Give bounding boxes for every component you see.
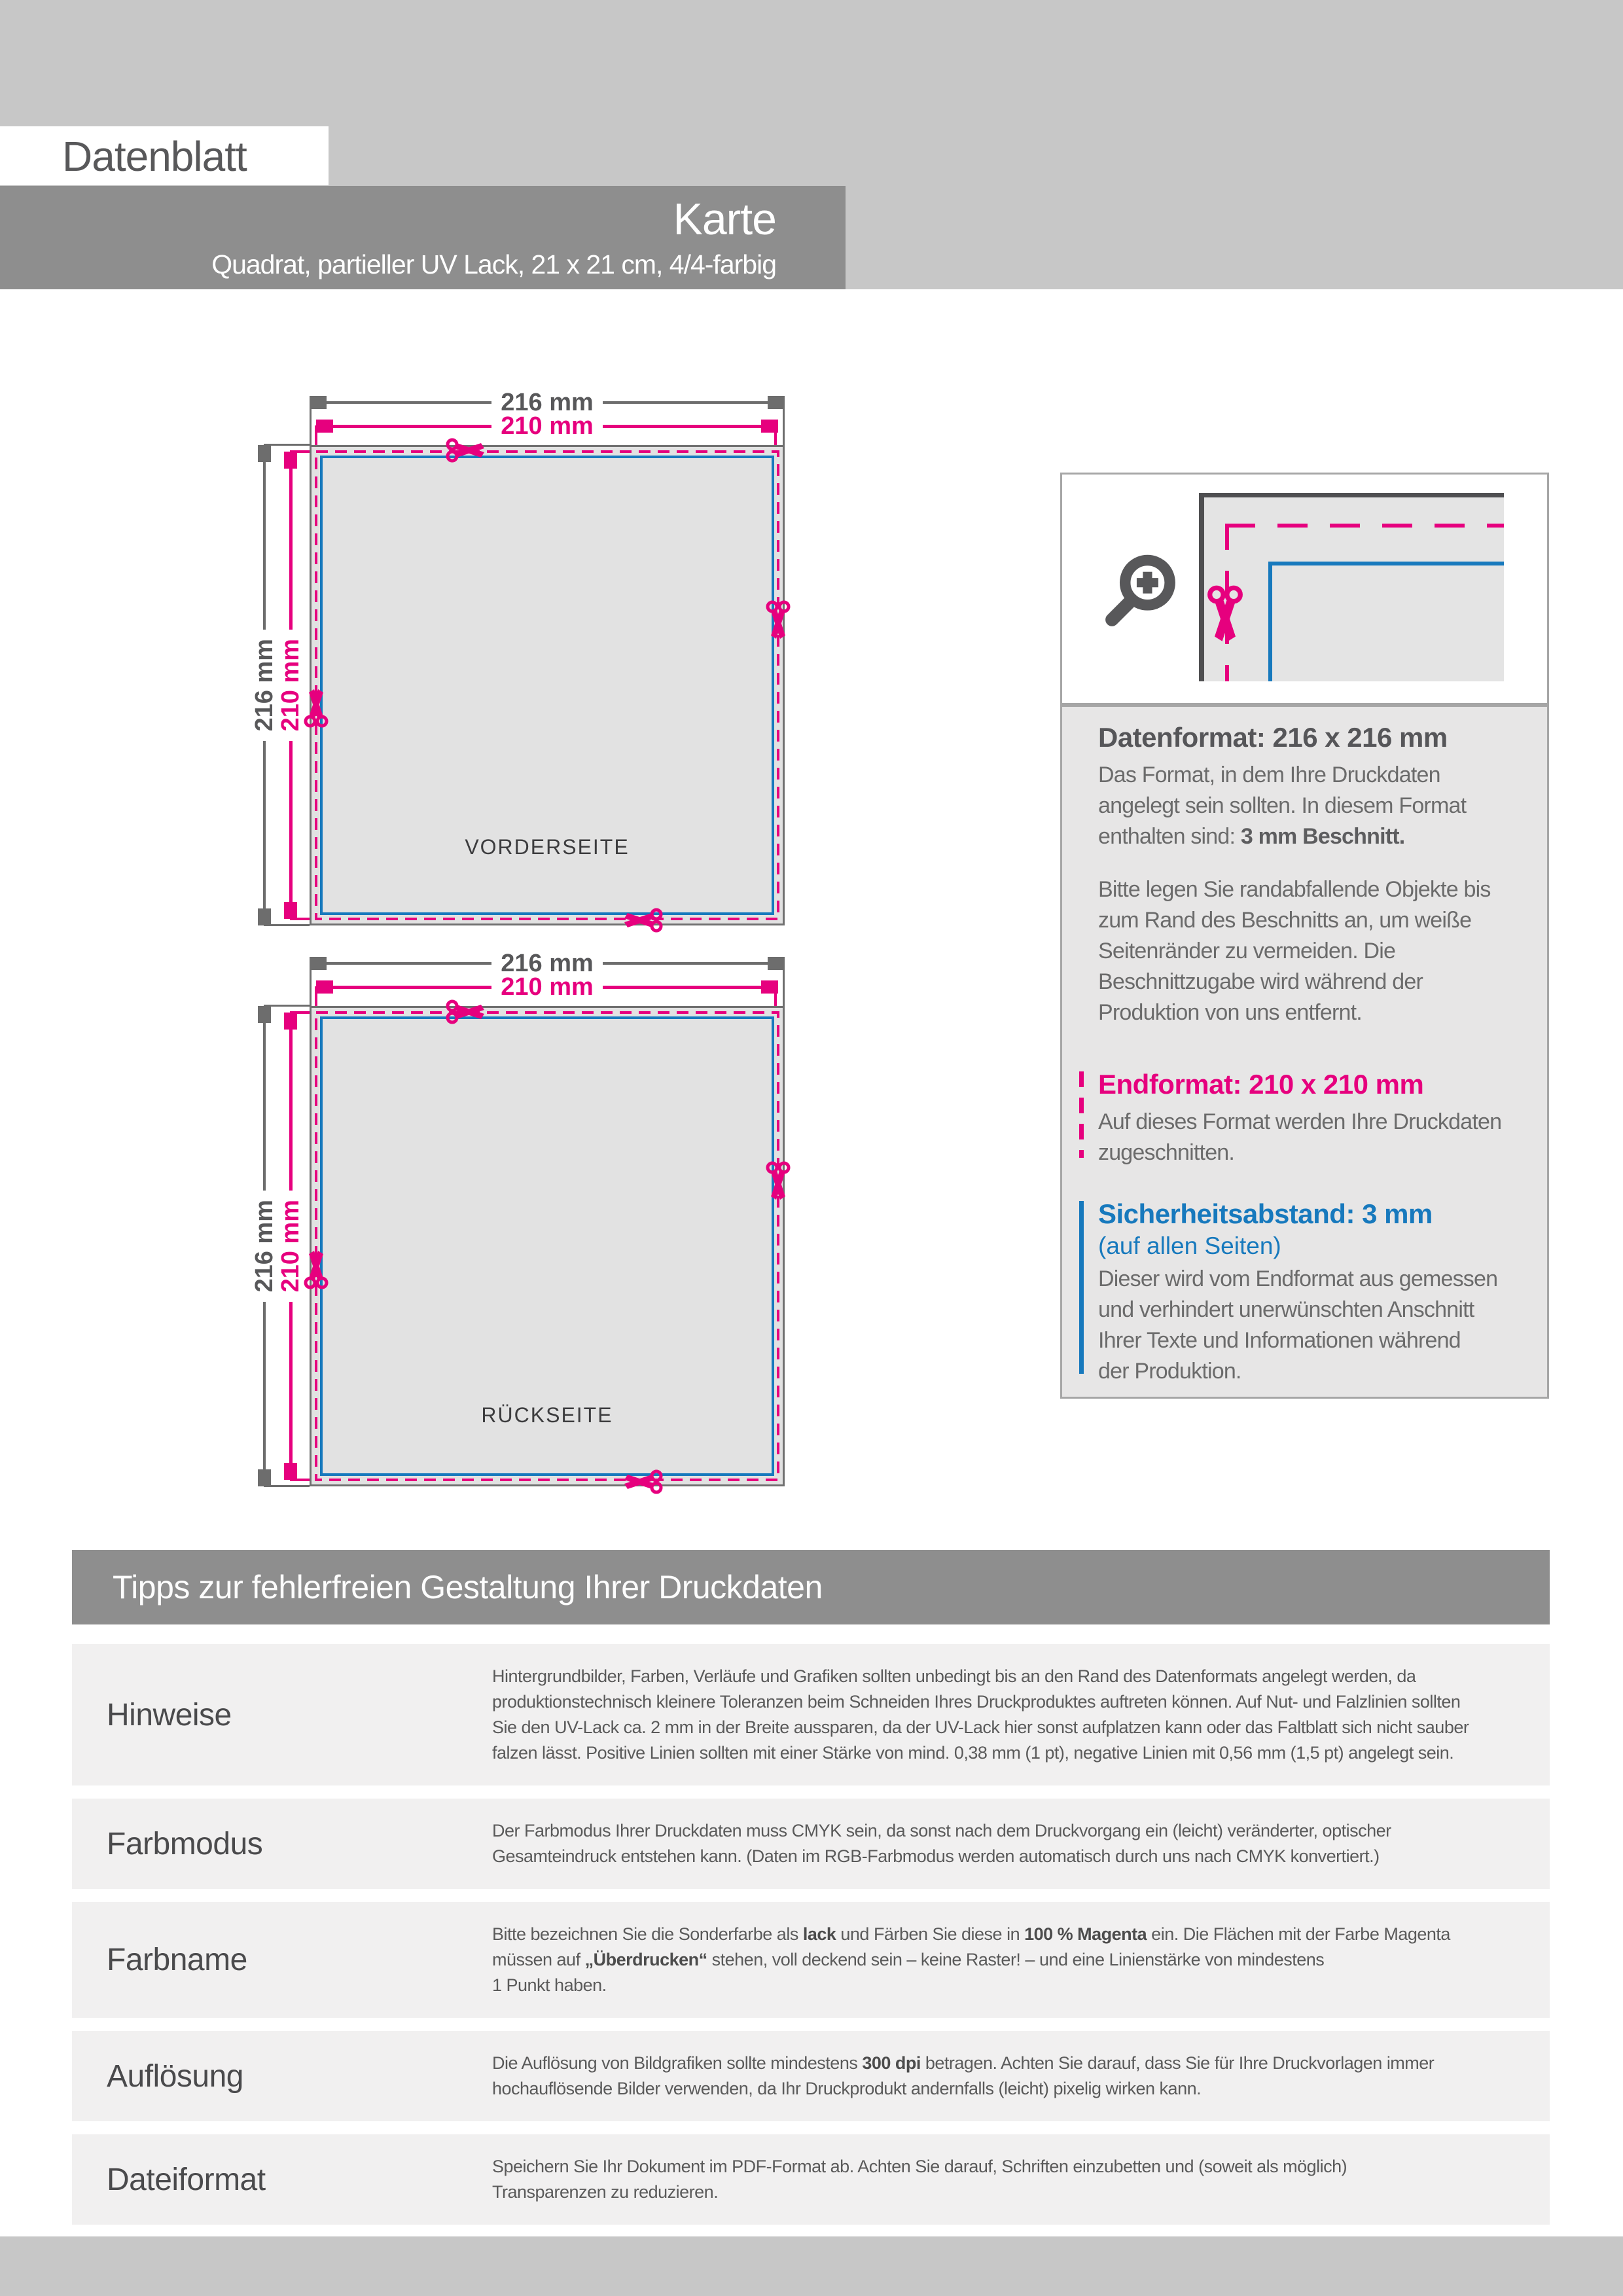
tips-row-label: Farbname <box>107 1943 247 1977</box>
text-line: und verhindert unerwünschten Anschnitt <box>1098 1297 1474 1322</box>
dataformat-edge-line <box>1199 493 1204 681</box>
sicherheitsabstand-heading: Sicherheitsabstand: 3 mm <box>1098 1198 1433 1229</box>
arrowhead-up-icon <box>284 1013 297 1030</box>
arrowhead-up-icon <box>258 445 271 462</box>
trim-height-value: 210 mm <box>276 639 304 732</box>
text-line: Produktion von uns entfernt. <box>1098 1000 1362 1025</box>
footer-band <box>0 2236 1623 2296</box>
tips-row-text <box>492 2145 1550 2214</box>
scissors-icon <box>302 687 330 728</box>
text-line: Der Farbmodus Ihrer Druckdaten muss CMYK sein, da sonst nach dem Druckvorgang ein (leicht) veränderter, optischer <box>492 1821 1391 1840</box>
dimension-trim-width <box>316 412 778 440</box>
datenformat-heading: Datenformat: 216 x 216 mm <box>1098 722 1448 753</box>
dimension-outer-width <box>310 388 785 416</box>
text-line: Bitte bezeichnen Sie die Sonderfarbe als lack und Färben Sie diese in 100 % Magenta ein. Die Flächen mit der Farbe Magenta <box>492 1924 1450 1944</box>
outer-height-value: 216 mm <box>250 1200 278 1293</box>
tips-row-label: Auflösung <box>107 2058 243 2094</box>
tips-row-label: Dateiformat <box>107 2162 266 2197</box>
text-line: Beschnittzugabe wird während der <box>1098 969 1423 994</box>
tips-row-hinweise <box>72 1644 1550 1785</box>
dimension-outer-width <box>310 949 785 977</box>
scissors-icon <box>445 436 487 465</box>
side-label-front: VORDERSEITE <box>465 835 630 859</box>
dimension-trim-height <box>276 452 304 919</box>
diagram-front <box>249 388 798 969</box>
product-subtitle: Quadrat, partieller UV Lack, 21 x 21 cm, 4/4-farbig <box>211 249 776 279</box>
text-line: zugeschnitten. <box>1098 1140 1235 1165</box>
tips-row-label: Hinweise <box>107 1697 232 1732</box>
tips-heading: Tipps zur fehlerfreien Gestaltung Ihrer Druckdaten <box>113 1569 823 1605</box>
text-line: Transparenzen zu reduzieren. <box>492 2182 719 2202</box>
text-line: Auf dieses Format werden Ihre Druckdaten <box>1098 1109 1502 1134</box>
trim-height-value: 210 mm <box>276 1200 304 1293</box>
scissors-icon <box>764 1160 793 1202</box>
tips-row-text <box>492 2041 1550 2111</box>
dimension-trim-width <box>316 973 778 1001</box>
arrowhead-down-icon <box>258 908 271 925</box>
zoom-detail-box <box>1060 473 1549 705</box>
arrowhead-left-icon <box>316 980 333 994</box>
bleed-note-text <box>1098 874 1521 1028</box>
tips-row-farbname <box>72 1902 1550 2018</box>
scissors-icon <box>622 906 664 935</box>
outer-height-value: 216 mm <box>250 639 278 732</box>
dimension-outer-height <box>250 1006 278 1486</box>
arrowhead-down-icon <box>284 1463 297 1480</box>
scissors-icon <box>302 1248 330 1290</box>
doc-type-box <box>0 126 329 185</box>
text-line: der Produktion. <box>1098 1359 1241 1384</box>
diagram-back <box>249 949 798 1530</box>
text-line: Sie den UV-Lack ca. 2 mm in der Breite aussparen, da der UV-Lack hier sonst aufplatzen kann oder das Faltblatt sich nicht sauber <box>492 1717 1469 1737</box>
text-line: Hintergrundbilder, Farben, Verläufe und Grafiken sollten unbedingt bis an den Rand des Datenformats angelegt werden, da <box>492 1666 1416 1686</box>
scissors-icon <box>445 997 487 1026</box>
text-line: falzen lässt. Positive Linien sollten mit einer Stärke von mind. 0,38 mm (1 pt), negative Linien mit 0,56 mm (1,5 pt) angelegt sein. <box>492 1743 1454 1763</box>
text-line: enthalten sind: 3 mm Beschnitt. <box>1098 824 1405 849</box>
arrowhead-left-icon <box>310 957 327 970</box>
tips-rows <box>72 1644 1550 2296</box>
safety-margin-line <box>1268 562 1504 565</box>
text-line: produktionstechnisch kleinere Toleranzen beim Schneiden Ihres Druckproduktes auftreten können. Auf Nut- und Falzlinien sollten <box>492 1692 1461 1712</box>
text-line: Speichern Sie Ihr Dokument im PDF-Format ab. Achten Sie darauf, Schriften einzubetten und (soweit als möglich) <box>492 2157 1347 2176</box>
tips-row-label: Farbmodus <box>107 1826 263 1861</box>
arrowhead-up-icon <box>258 1006 271 1023</box>
arrowhead-down-icon <box>258 1469 271 1486</box>
text-line: zum Rand des Beschnitts an, um weiße <box>1098 908 1472 933</box>
datenformat-text <box>1098 760 1521 852</box>
text-line: müssen auf „Überdrucken“ stehen, voll deckend sein – keine Raster! – und eine Linienstärke von mindestens <box>492 1950 1325 1969</box>
text-line: Die Auflösung von Bildgrafiken sollte mindestens 300 dpi betragen. Achten Sie darauf, dass Sie für Ihre Druckvorlagen immer <box>492 2053 1435 2073</box>
text-line: 1 Punkt haben. <box>492 1975 607 1995</box>
outer-width-value: 216 mm <box>501 388 594 416</box>
text-line: Ihrer Texte und Informationen während <box>1098 1328 1461 1353</box>
endformat-heading: Endformat: 210 x 210 mm <box>1098 1069 1424 1100</box>
product-title: Karte <box>673 194 776 244</box>
endformat-text <box>1098 1107 1521 1168</box>
text-line: Seitenränder zu vermeiden. Die <box>1098 939 1396 963</box>
corner-detail-graphic <box>1199 493 1504 681</box>
text-line: Bitte legen Sie randabfallende Objekte bis <box>1098 877 1491 902</box>
safety-line-legend-mark <box>1079 1201 1084 1374</box>
endformat-section <box>1098 1069 1521 1168</box>
dimension-trim-height <box>276 1013 304 1480</box>
tips-row-text <box>492 1912 1550 2007</box>
dimension-outer-height <box>250 445 278 925</box>
tips-row-text <box>492 1809 1550 1878</box>
cut-line-legend-mark <box>1079 1071 1084 1158</box>
scissors-icon <box>764 600 793 641</box>
text-line: Dieser wird vom Endformat aus gemessen <box>1098 1266 1498 1291</box>
tips-row-farbmodus <box>72 1799 1550 1889</box>
text-line: angelegt sein sollten. In diesem Format <box>1098 793 1467 818</box>
sicherheitsabstand-text <box>1098 1264 1521 1387</box>
arrowhead-up-icon <box>284 452 297 469</box>
cut-line <box>1225 524 1504 528</box>
doc-type-label: Datenblatt <box>62 133 247 180</box>
arrowhead-left-icon <box>316 420 333 433</box>
tips-row-aufl-sung <box>72 2031 1550 2121</box>
product-banner <box>0 186 846 289</box>
arrowhead-down-icon <box>284 902 297 919</box>
dataformat-edge-line <box>1199 493 1504 497</box>
text-line: Gesamteindruck entstehen kann. (Daten im RGB-Farbmodus werden automatisch durch uns nach CMYK konvertiert.) <box>492 1846 1380 1866</box>
tips-row-text <box>492 1655 1550 1775</box>
outer-width-value: 216 mm <box>501 949 594 977</box>
trim-width-value: 210 mm <box>501 412 594 440</box>
arrowhead-left-icon <box>310 396 327 409</box>
format-info-panel <box>1060 705 1549 1399</box>
sicherheitsabstand-subheading: (auf allen Seiten) <box>1098 1232 1281 1259</box>
scissors-icon <box>622 1467 664 1496</box>
sicherheitsabstand-section <box>1098 1198 1521 1387</box>
side-label-back: RÜCKSEITE <box>481 1403 613 1427</box>
magnifier-icon <box>1103 552 1180 629</box>
text-line: Das Format, in dem Ihre Druckdaten <box>1098 762 1440 787</box>
scissors-icon <box>1204 578 1246 651</box>
safety-margin-line <box>1268 562 1272 681</box>
tips-row-dateiformat <box>72 2134 1550 2225</box>
trim-width-value: 210 mm <box>501 973 594 1001</box>
tips-banner <box>72 1550 1550 1624</box>
text-line: hochauflösende Bilder verwenden, da Ihr Druckprodukt andernfalls (leicht) pixelig wirken kann. <box>492 2079 1202 2098</box>
